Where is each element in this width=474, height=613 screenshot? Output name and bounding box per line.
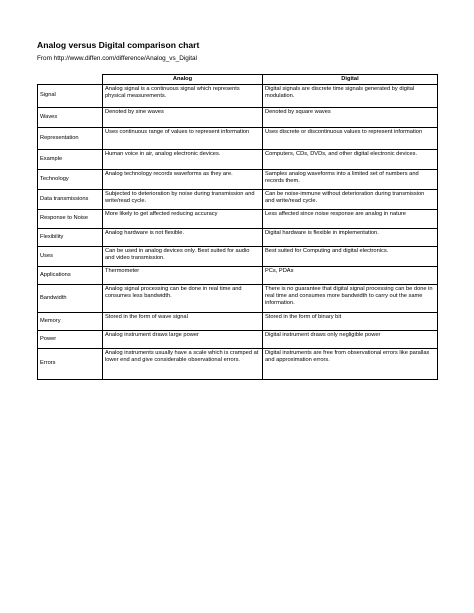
feature-cell: Applications (38, 267, 103, 285)
digital-cell: Less affected since noise response are analog in nature (263, 210, 438, 229)
source-citation: From http://www.diffen.com/difference/Analog_vs_Digital (37, 55, 197, 62)
analog-cell: Analog instruments usually have a scale which is cramped at lower end and give considerable observational errors. (103, 349, 263, 380)
analog-cell: Uses continuous range of values to represent information (103, 128, 263, 150)
document-page (37, 40, 437, 367)
feature-cell: Bandwidth (38, 285, 103, 313)
table-row (38, 331, 438, 349)
analog-cell: Human voice in air, analog electronic devices. (103, 150, 263, 170)
digital-cell: Digital signals are discrete time signals generated by digital modulation. (263, 85, 438, 108)
analog-cell: Analog technology records waveforms as they are. (103, 170, 263, 190)
feature-cell: Waves (38, 108, 103, 128)
analog-cell: Analog instrument draws large power (103, 331, 263, 349)
table-row (38, 349, 438, 380)
feature-cell: Data transmissions (38, 190, 103, 210)
table-row (38, 210, 438, 229)
digital-cell: Denoted by square waves (263, 108, 438, 128)
table-row (38, 267, 438, 285)
analog-cell: Denoted by sine waves (103, 108, 263, 128)
table-row (38, 313, 438, 331)
header-analog: Analog (103, 75, 263, 85)
digital-cell: Computers, CDs, DVDs, and other digital electronic devices. (263, 150, 438, 170)
feature-cell: Memory (38, 313, 103, 331)
digital-cell: There is no guarantee that digital signal processing can be done in real time and consumes more bandwidth to carry out the same information. (263, 285, 438, 313)
table-row (38, 128, 438, 150)
feature-cell: Uses (38, 247, 103, 267)
table-row (38, 247, 438, 267)
comparison-table (37, 74, 438, 380)
analog-cell: More likely to get affected reducing accuracy (103, 210, 263, 229)
table-row (38, 170, 438, 190)
feature-cell: Flexibility (38, 229, 103, 247)
analog-cell: Subjected to deterioration by noise during transmission and write/read cycle. (103, 190, 263, 210)
digital-cell: Digital instruments are free from observational errors like parallax and approximation errors. (263, 349, 438, 380)
digital-cell: Samples analog waveforms into a limited set of numbers and records them. (263, 170, 438, 190)
feature-cell: Power (38, 331, 103, 349)
digital-cell: Digital instrument draws only negligible power (263, 331, 438, 349)
feature-cell: Signal (38, 85, 103, 108)
analog-cell: Stored in the form of wave signal (103, 313, 263, 331)
digital-cell: Digital hardware is flexible in implementation. (263, 229, 438, 247)
table-row (38, 150, 438, 170)
digital-cell: Best suited for Computing and digital electronics. (263, 247, 438, 267)
digital-cell: Uses discrete or discontinuous values to represent information (263, 128, 438, 150)
analog-cell: Can be used in analog devices only. Best suited for audio and video transmission. (103, 247, 263, 267)
document-title: Analog versus Digital comparison chart (37, 40, 200, 50)
digital-cell: PCs, PDAs (263, 267, 438, 285)
analog-cell: Thermometer (103, 267, 263, 285)
feature-cell: Errors (38, 349, 103, 380)
feature-cell: Response to Noise (38, 210, 103, 229)
digital-cell: Can be noise-immune without deterioration during transmission and write/read cycle. (263, 190, 438, 210)
analog-cell: Analog signal is a continuous signal which represents physical measurements. (103, 85, 263, 108)
header-feature (38, 75, 103, 85)
table-row (38, 229, 438, 247)
analog-cell: Analog signal processing can be done in real time and consumes less bandwidth. (103, 285, 263, 313)
analog-cell: Analog hardware is not flexible. (103, 229, 263, 247)
table-row (38, 108, 438, 128)
digital-cell: Stored in the form of binary bit (263, 313, 438, 331)
feature-cell: Technology (38, 170, 103, 190)
feature-cell: Representation (38, 128, 103, 150)
table-row (38, 285, 438, 313)
table-row (38, 85, 438, 108)
table-header-row (38, 75, 438, 85)
feature-cell: Example (38, 150, 103, 170)
header-digital: Digital (263, 75, 438, 85)
table-row (38, 190, 438, 210)
